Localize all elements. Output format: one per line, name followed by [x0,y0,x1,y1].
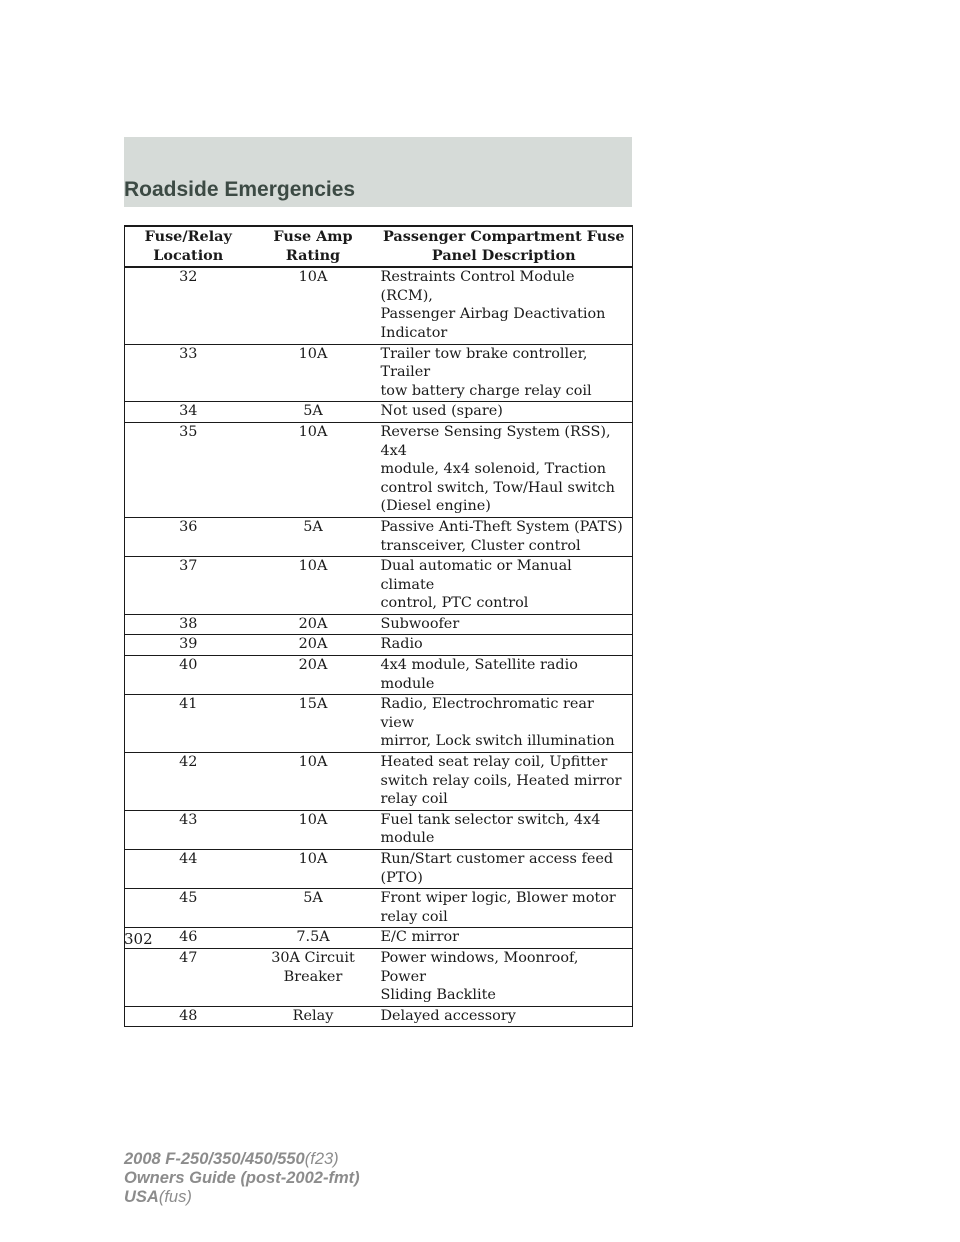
table-row [125,1006,633,1027]
table-row [125,557,633,615]
table-row [125,344,633,402]
fuse-rating-cell: 5A [251,889,375,928]
table-header-row [125,226,633,267]
table-row [125,695,633,753]
fuse-description-cell: Restraints Control Module (RCM), Passenger Airbag Deactivation Indicator [375,267,633,344]
section-title: Roadside Emergencies [124,178,356,201]
fuse-location-cell: 35 [125,422,251,517]
fuse-location-cell: 32 [125,267,251,344]
table-row [125,810,633,849]
fuse-location-cell: 48 [125,1006,251,1027]
table-body [125,267,633,1027]
footer-line-market: USA(fus) [124,1188,192,1206]
fuse-description-cell: Fuel tank selector switch, 4x4 module [375,810,633,849]
column-header-location: Fuse/Relay Location [125,226,251,267]
fuse-rating-cell: Relay [251,1006,375,1027]
table-row [125,656,633,695]
table-row [125,614,633,635]
fuse-rating-cell: 20A [251,614,375,635]
fuse-description-cell: Power windows, Moonroof, Power Sliding Backlite [375,948,633,1006]
fuse-description-cell: Passive Anti-Theft System (PATS) transceiver, Cluster control [375,517,633,556]
fuse-description-cell: Subwoofer [375,614,633,635]
fuse-rating-cell: 10A [251,422,375,517]
table-row [125,850,633,889]
footer-line-model: 2008 F-250/350/450/550(f23) [124,1150,339,1168]
fuse-rating-cell: 20A [251,635,375,656]
fuse-location-cell: 38 [125,614,251,635]
fuse-rating-cell: 10A [251,344,375,402]
table-row [125,517,633,556]
fuse-description-cell: Heated seat relay coil, Upfitter switch relay coils, Heated mirror relay coil [375,753,633,811]
fuse-rating-cell: 15A [251,695,375,753]
fuse-location-cell: 43 [125,810,251,849]
fuse-description-cell: E/C mirror [375,928,633,949]
footer-line-guide: Owners Guide (post-2002-fmt) [124,1169,360,1187]
fuse-rating-cell: 10A [251,850,375,889]
column-header-description: Passenger Compartment Fuse Panel Description [375,226,633,267]
fuse-rating-cell: 7.5A [251,928,375,949]
column-header-rating: Fuse Amp Rating [251,226,375,267]
table-row [125,267,633,344]
fuse-description-cell: 4x4 module, Satellite radio module [375,656,633,695]
table-row [125,948,633,1006]
fuse-description-cell: Reverse Sensing System (RSS), 4x4 module, 4x4 solenoid, Traction control switch, Tow/Haul switch (Diesel engine) [375,422,633,517]
table-row [125,928,633,949]
page-number: 302 [124,930,153,948]
fuse-rating-cell: 20A [251,656,375,695]
fuse-location-cell: 47 [125,948,251,1006]
fuse-description-cell: Front wiper logic, Blower motor relay coil [375,889,633,928]
fuse-location-cell: 41 [125,695,251,753]
fuse-description-cell: Dual automatic or Manual climate control, PTC control [375,557,633,615]
fuse-location-cell: 33 [125,344,251,402]
fuse-rating-cell: 10A [251,557,375,615]
fuse-location-cell: 44 [125,850,251,889]
fuse-rating-cell: 5A [251,402,375,423]
fuse-description-cell: Run/Start customer access feed (PTO) [375,850,633,889]
fuse-location-cell: 42 [125,753,251,811]
fuse-rating-cell: 30A Circuit Breaker [251,948,375,1006]
table-row [125,753,633,811]
fuse-rating-cell: 5A [251,517,375,556]
fuse-description-cell: Not used (spare) [375,402,633,423]
fuse-rating-cell: 10A [251,753,375,811]
fuse-location-cell: 40 [125,656,251,695]
fuse-location-cell: 36 [125,517,251,556]
fuse-table [124,225,633,1027]
table-row [125,402,633,423]
fuse-rating-cell: 10A [251,810,375,849]
fuse-location-cell: 34 [125,402,251,423]
fuse-location-cell: 45 [125,889,251,928]
table-row [125,422,633,517]
fuse-location-cell: 39 [125,635,251,656]
fuse-rating-cell: 10A [251,267,375,344]
fuse-location-cell: 37 [125,557,251,615]
fuse-location-cell: 46 [125,928,251,949]
fuse-description-cell: Radio, Electrochromatic rear view mirror, Lock switch illumination [375,695,633,753]
table-row [125,635,633,656]
table-row [125,889,633,928]
fuse-description-cell: Delayed accessory [375,1006,633,1027]
fuse-description-cell: Trailer tow brake controller, Trailer tow battery charge relay coil [375,344,633,402]
document-footer [124,1150,360,1207]
fuse-description-cell: Radio [375,635,633,656]
